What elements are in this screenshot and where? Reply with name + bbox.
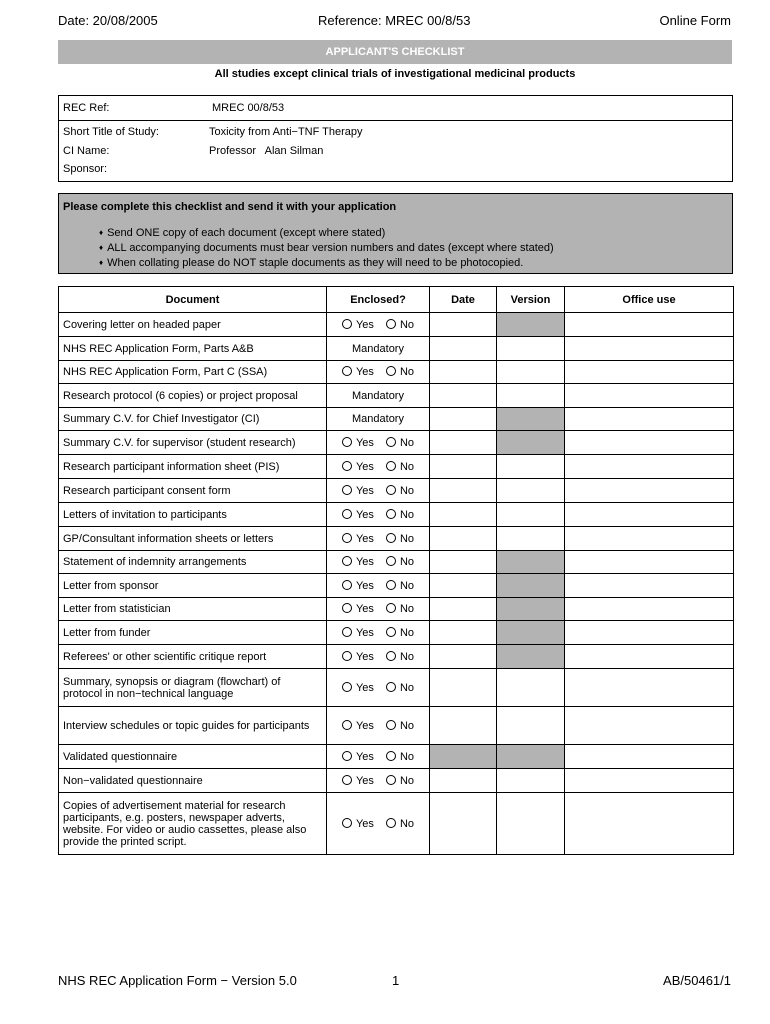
- checklist-banner: APPLICANT'S CHECKLIST: [58, 40, 732, 64]
- date-cell[interactable]: [430, 598, 497, 621]
- enclosed-cell: [327, 707, 430, 745]
- date-cell[interactable]: [430, 551, 497, 574]
- col-header-enclosed: Enclosed?: [327, 287, 430, 313]
- info-divider: [59, 120, 732, 121]
- enclosed-cell: [327, 745, 430, 769]
- table-row: [59, 669, 734, 707]
- date-cell[interactable]: [430, 669, 497, 707]
- enclosed-no-option[interactable]: [386, 682, 414, 694]
- col-header-version: Version: [497, 287, 565, 313]
- option-label: No: [399, 556, 414, 568]
- enclosed-yes-option[interactable]: [342, 461, 374, 473]
- sponsor-label: Sponsor:: [63, 163, 108, 175]
- radio-button-icon[interactable]: [342, 818, 352, 828]
- radio-button-icon[interactable]: [342, 485, 352, 495]
- enclosed-yes-option[interactable]: [342, 720, 374, 732]
- version-cell[interactable]: [497, 669, 565, 707]
- table-row: [59, 745, 734, 769]
- rec-ref-value: MREC 00/8/53: [212, 102, 285, 114]
- instructions-list: [99, 226, 554, 271]
- enclosed-cell: [327, 455, 430, 479]
- radio-button-icon[interactable]: [386, 461, 396, 471]
- diamond-bullet-icon: ♦: [99, 228, 104, 237]
- enclosed-yes-option[interactable]: [342, 437, 374, 449]
- option-label: No: [399, 579, 414, 592]
- version-cell: [497, 745, 565, 769]
- table-row: [59, 384, 734, 408]
- version-cell: [497, 551, 565, 574]
- enclosed-cell: Mandatory: [327, 408, 430, 431]
- office-use-cell: [565, 551, 734, 574]
- radio-button-icon[interactable]: [342, 319, 352, 329]
- office-use-cell: [565, 384, 734, 408]
- option-label: Yes: [355, 774, 374, 787]
- enclosed-cell: [327, 527, 430, 551]
- office-use-cell: [565, 527, 734, 551]
- enclosed-yes-option[interactable]: [342, 509, 374, 521]
- radio-button-icon[interactable]: [342, 775, 352, 785]
- document-name: Interview schedules or topic guides for participants: [59, 707, 327, 745]
- date-cell[interactable]: [430, 503, 497, 527]
- enclosed-no-option[interactable]: [386, 651, 414, 663]
- radio-button-icon[interactable]: [386, 580, 396, 590]
- document-name: Research participant consent form: [59, 479, 327, 503]
- enclosed-yes-option[interactable]: [342, 533, 374, 545]
- office-use-cell: [565, 503, 734, 527]
- table-row: [59, 707, 734, 745]
- option-label: Yes: [355, 484, 374, 497]
- ci-name-value: Professor Alan Silman: [209, 145, 324, 157]
- radio-button-icon[interactable]: [342, 651, 352, 661]
- table-row: [59, 793, 734, 855]
- table-row: [59, 503, 734, 527]
- version-cell[interactable]: [497, 707, 565, 745]
- option-label: No: [399, 650, 414, 663]
- document-checklist-table: [58, 286, 734, 855]
- office-use-cell: [565, 793, 734, 855]
- enclosed-yes-option[interactable]: [342, 627, 374, 639]
- option-label: Yes: [355, 460, 374, 473]
- date-cell[interactable]: [430, 384, 497, 408]
- radio-button-icon[interactable]: [386, 556, 396, 566]
- document-name: Covering letter on headed paper: [59, 313, 327, 337]
- document-name: Letter from funder: [59, 621, 327, 645]
- option-label: Yes: [355, 719, 374, 732]
- table-row: [59, 621, 734, 645]
- enclosed-cell: [327, 598, 430, 621]
- option-label: Yes: [355, 750, 374, 763]
- enclosed-cell: [327, 551, 430, 574]
- date-cell: [430, 745, 497, 769]
- enclosed-yes-option[interactable]: [342, 818, 374, 830]
- office-use-cell: [565, 574, 734, 598]
- option-label: No: [399, 774, 414, 787]
- document-name: Validated questionnaire: [59, 745, 327, 769]
- date-cell[interactable]: [430, 707, 497, 745]
- radio-button-icon[interactable]: [342, 366, 352, 376]
- instruction-item: ♦ ALL accompanying documents must bear version numbers and dates (except where stated): [99, 242, 554, 254]
- col-header-office-use: Office use: [565, 287, 734, 313]
- enclosed-cell: Mandatory: [327, 337, 430, 361]
- enclosed-yes-option[interactable]: [342, 485, 374, 497]
- document-name: Statement of indemnity arrangements: [59, 551, 327, 574]
- table-row: [59, 527, 734, 551]
- option-label: No: [399, 603, 414, 615]
- version-cell[interactable]: [497, 337, 565, 361]
- table-row: [59, 551, 734, 574]
- option-label: Yes: [355, 817, 374, 830]
- document-name: Summary, synopsis or diagram (flowchart) of protocol in non−technical language: [59, 669, 327, 707]
- radio-button-icon[interactable]: [386, 775, 396, 785]
- enclosed-yes-option[interactable]: [342, 775, 374, 787]
- version-cell: [497, 598, 565, 621]
- option-label: Yes: [355, 556, 374, 568]
- version-cell[interactable]: [497, 769, 565, 793]
- option-label: Yes: [355, 579, 374, 592]
- option-label: Yes: [355, 681, 374, 694]
- office-use-cell: [565, 769, 734, 793]
- col-header-document: Document: [59, 287, 327, 313]
- enclosed-yes-option[interactable]: [342, 682, 374, 694]
- enclosed-yes-option[interactable]: [342, 751, 374, 763]
- document-name: Summary C.V. for Chief Investigator (CI): [59, 408, 327, 431]
- rec-ref-label: REC Ref:: [63, 102, 110, 114]
- radio-button-icon[interactable]: [386, 651, 396, 661]
- date-cell[interactable]: [430, 645, 497, 669]
- date-cell[interactable]: [430, 455, 497, 479]
- document-name: Research protocol (6 copies) or project proposal: [59, 384, 327, 408]
- enclosed-cell: [327, 431, 430, 455]
- office-use-cell: [565, 479, 734, 503]
- option-label: Yes: [355, 626, 374, 639]
- radio-button-icon[interactable]: [386, 319, 396, 329]
- office-use-cell: [565, 337, 734, 361]
- enclosed-no-option[interactable]: [386, 603, 414, 615]
- version-cell: [497, 621, 565, 645]
- office-use-cell: [565, 621, 734, 645]
- radio-button-icon[interactable]: [342, 556, 352, 566]
- option-label: No: [399, 318, 414, 331]
- version-cell[interactable]: [497, 455, 565, 479]
- version-cell: [497, 313, 565, 337]
- enclosed-no-option[interactable]: [386, 751, 414, 763]
- enclosed-no-option[interactable]: [386, 720, 414, 732]
- enclosed-yes-option[interactable]: [342, 556, 374, 568]
- office-use-cell: [565, 361, 734, 384]
- radio-button-icon[interactable]: [342, 437, 352, 447]
- radio-button-icon[interactable]: [386, 603, 396, 613]
- radio-button-icon[interactable]: [386, 682, 396, 692]
- radio-button-icon[interactable]: [342, 533, 352, 543]
- document-name: Copies of advertisement material for research participants, e.g. posters, newspaper adverts, website. For video or audio cassettes, please also provide the printed script.: [59, 793, 327, 855]
- header-reference: Reference: MREC 00/8/53: [318, 13, 471, 28]
- checklist-subtitle: All studies except clinical trials of investigational medicinal products: [214, 68, 576, 80]
- radio-button-icon[interactable]: [386, 720, 396, 730]
- date-cell[interactable]: [430, 793, 497, 855]
- instructions-box: [58, 193, 733, 274]
- option-label: Yes: [355, 603, 374, 615]
- enclosed-no-option[interactable]: [386, 319, 414, 331]
- study-info-box: [58, 95, 733, 182]
- version-cell[interactable]: [497, 503, 565, 527]
- office-use-cell: [565, 745, 734, 769]
- office-use-cell: [565, 669, 734, 707]
- enclosed-no-option[interactable]: [386, 437, 414, 449]
- enclosed-cell: Mandatory: [327, 384, 430, 408]
- document-name: NHS REC Application Form, Part C (SSA): [59, 361, 327, 384]
- date-cell[interactable]: [430, 479, 497, 503]
- option-label: No: [399, 750, 414, 763]
- ci-name-label: CI Name:: [63, 145, 110, 157]
- enclosed-cell: [327, 361, 430, 384]
- radio-button-icon[interactable]: [342, 509, 352, 519]
- document-name: Non−validated questionnaire: [59, 769, 327, 793]
- version-cell: [497, 574, 565, 598]
- footer-code: AB/50461/1: [663, 973, 731, 988]
- document-name: Referees' or other scientific critique report: [59, 645, 327, 669]
- radio-button-icon[interactable]: [342, 627, 352, 637]
- version-cell[interactable]: [497, 361, 565, 384]
- office-use-cell: [565, 455, 734, 479]
- version-cell[interactable]: [497, 479, 565, 503]
- enclosed-cell: [327, 503, 430, 527]
- short-title-value: Toxicity from Anti−TNF Therapy: [209, 126, 363, 138]
- enclosed-cell: [327, 669, 430, 707]
- enclosed-cell: [327, 621, 430, 645]
- radio-button-icon[interactable]: [342, 751, 352, 761]
- diamond-bullet-icon: ♦: [99, 258, 104, 267]
- enclosed-cell: [327, 313, 430, 337]
- enclosed-cell: [327, 769, 430, 793]
- office-use-cell: [565, 598, 734, 621]
- radio-button-icon[interactable]: [386, 437, 396, 447]
- radio-button-icon[interactable]: [342, 720, 352, 730]
- office-use-cell: [565, 408, 734, 431]
- enclosed-cell: [327, 793, 430, 855]
- enclosed-yes-option[interactable]: [342, 366, 374, 378]
- enclosed-yes-option[interactable]: [342, 603, 374, 615]
- enclosed-cell: [327, 574, 430, 598]
- option-label: Yes: [355, 436, 374, 449]
- version-cell: [497, 431, 565, 455]
- option-label: No: [399, 436, 414, 449]
- date-cell[interactable]: [430, 431, 497, 455]
- table-row: [59, 598, 734, 621]
- document-name: Research participant information sheet (PIS): [59, 455, 327, 479]
- version-cell[interactable]: [497, 384, 565, 408]
- date-cell[interactable]: [430, 361, 497, 384]
- document-name: Letters of invitation to participants: [59, 503, 327, 527]
- option-label: Yes: [355, 532, 374, 545]
- date-cell[interactable]: [430, 621, 497, 645]
- version-cell[interactable]: [497, 527, 565, 551]
- enclosed-no-option[interactable]: [386, 461, 414, 473]
- radio-button-icon[interactable]: [386, 485, 396, 495]
- instruction-item: ♦ When collating please do NOT staple documents as they will need to be photocopied.: [99, 257, 524, 269]
- table-row: [59, 574, 734, 598]
- option-label: Yes: [355, 318, 374, 331]
- enclosed-yes-option[interactable]: [342, 319, 374, 331]
- enclosed-yes-option[interactable]: [342, 580, 374, 592]
- option-label: No: [399, 484, 414, 497]
- radio-button-icon[interactable]: [386, 751, 396, 761]
- enclosed-no-option[interactable]: [386, 509, 414, 521]
- diamond-bullet-icon: ♦: [99, 243, 104, 252]
- instruction-item: ♦ Send ONE copy of each document (except where stated): [99, 227, 386, 239]
- table-row: [59, 408, 734, 431]
- short-title-label: Short Title of Study:: [63, 126, 159, 138]
- option-label: Yes: [355, 650, 374, 663]
- date-cell[interactable]: [430, 574, 497, 598]
- radio-button-icon[interactable]: [386, 533, 396, 543]
- enclosed-cell: [327, 479, 430, 503]
- date-cell[interactable]: [430, 769, 497, 793]
- option-label: Yes: [355, 508, 374, 521]
- option-label: No: [399, 626, 414, 639]
- header-date: Date: 20/08/2005: [58, 13, 158, 28]
- office-use-cell: [565, 313, 734, 337]
- table-row: [59, 645, 734, 669]
- enclosed-no-option[interactable]: [386, 818, 414, 830]
- enclosed-no-option[interactable]: [386, 366, 414, 378]
- table-row: [59, 769, 734, 793]
- radio-button-icon[interactable]: [342, 580, 352, 590]
- instructions-heading: Please complete this checklist and send it with your application: [63, 201, 397, 213]
- version-cell: [497, 408, 565, 431]
- document-name: Letter from sponsor: [59, 574, 327, 598]
- table-row: [59, 479, 734, 503]
- option-label: Yes: [355, 366, 374, 378]
- document-name: Letter from statistician: [59, 598, 327, 621]
- radio-button-icon[interactable]: [386, 818, 396, 828]
- footer-form-version: NHS REC Application Form − Version 5.0: [58, 973, 297, 988]
- document-name: NHS REC Application Form, Parts A&B: [59, 337, 327, 361]
- date-cell[interactable]: [430, 313, 497, 337]
- enclosed-no-option[interactable]: [386, 775, 414, 787]
- date-cell[interactable]: [430, 527, 497, 551]
- enclosed-no-option[interactable]: [386, 580, 414, 592]
- radio-button-icon[interactable]: [342, 461, 352, 471]
- header-form-type: Online Form: [659, 13, 731, 28]
- col-header-date: Date: [430, 287, 497, 313]
- enclosed-cell: [327, 645, 430, 669]
- option-label: No: [399, 460, 414, 473]
- footer-page-number: 1: [392, 973, 400, 988]
- version-cell[interactable]: [497, 793, 565, 855]
- table-row: [59, 361, 734, 384]
- radio-button-icon[interactable]: [386, 627, 396, 637]
- enclosed-no-option[interactable]: [386, 485, 414, 497]
- date-cell[interactable]: [430, 337, 497, 361]
- enclosed-no-option[interactable]: [386, 556, 414, 568]
- option-label: No: [399, 719, 414, 732]
- option-label: No: [399, 532, 414, 545]
- version-cell: [497, 645, 565, 669]
- enclosed-no-option[interactable]: [386, 627, 414, 639]
- radio-button-icon[interactable]: [386, 509, 396, 519]
- table-row: [59, 431, 734, 455]
- document-name: Summary C.V. for supervisor (student research): [59, 431, 327, 455]
- document-name: GP/Consultant information sheets or letters: [59, 527, 327, 551]
- table-row: [59, 455, 734, 479]
- date-cell[interactable]: [430, 408, 497, 431]
- office-use-cell: [565, 645, 734, 669]
- table-header-row: [59, 287, 734, 313]
- option-label: No: [399, 366, 414, 378]
- radio-button-icon[interactable]: [386, 366, 396, 376]
- option-label: No: [399, 508, 414, 521]
- radio-button-icon[interactable]: [342, 682, 352, 692]
- enclosed-yes-option[interactable]: [342, 651, 374, 663]
- office-use-cell: [565, 707, 734, 745]
- option-label: No: [399, 681, 414, 694]
- table-row: [59, 337, 734, 361]
- radio-button-icon[interactable]: [342, 603, 352, 613]
- option-label: No: [399, 817, 414, 830]
- table-row: [59, 313, 734, 337]
- enclosed-no-option[interactable]: [386, 533, 414, 545]
- office-use-cell: [565, 431, 734, 455]
